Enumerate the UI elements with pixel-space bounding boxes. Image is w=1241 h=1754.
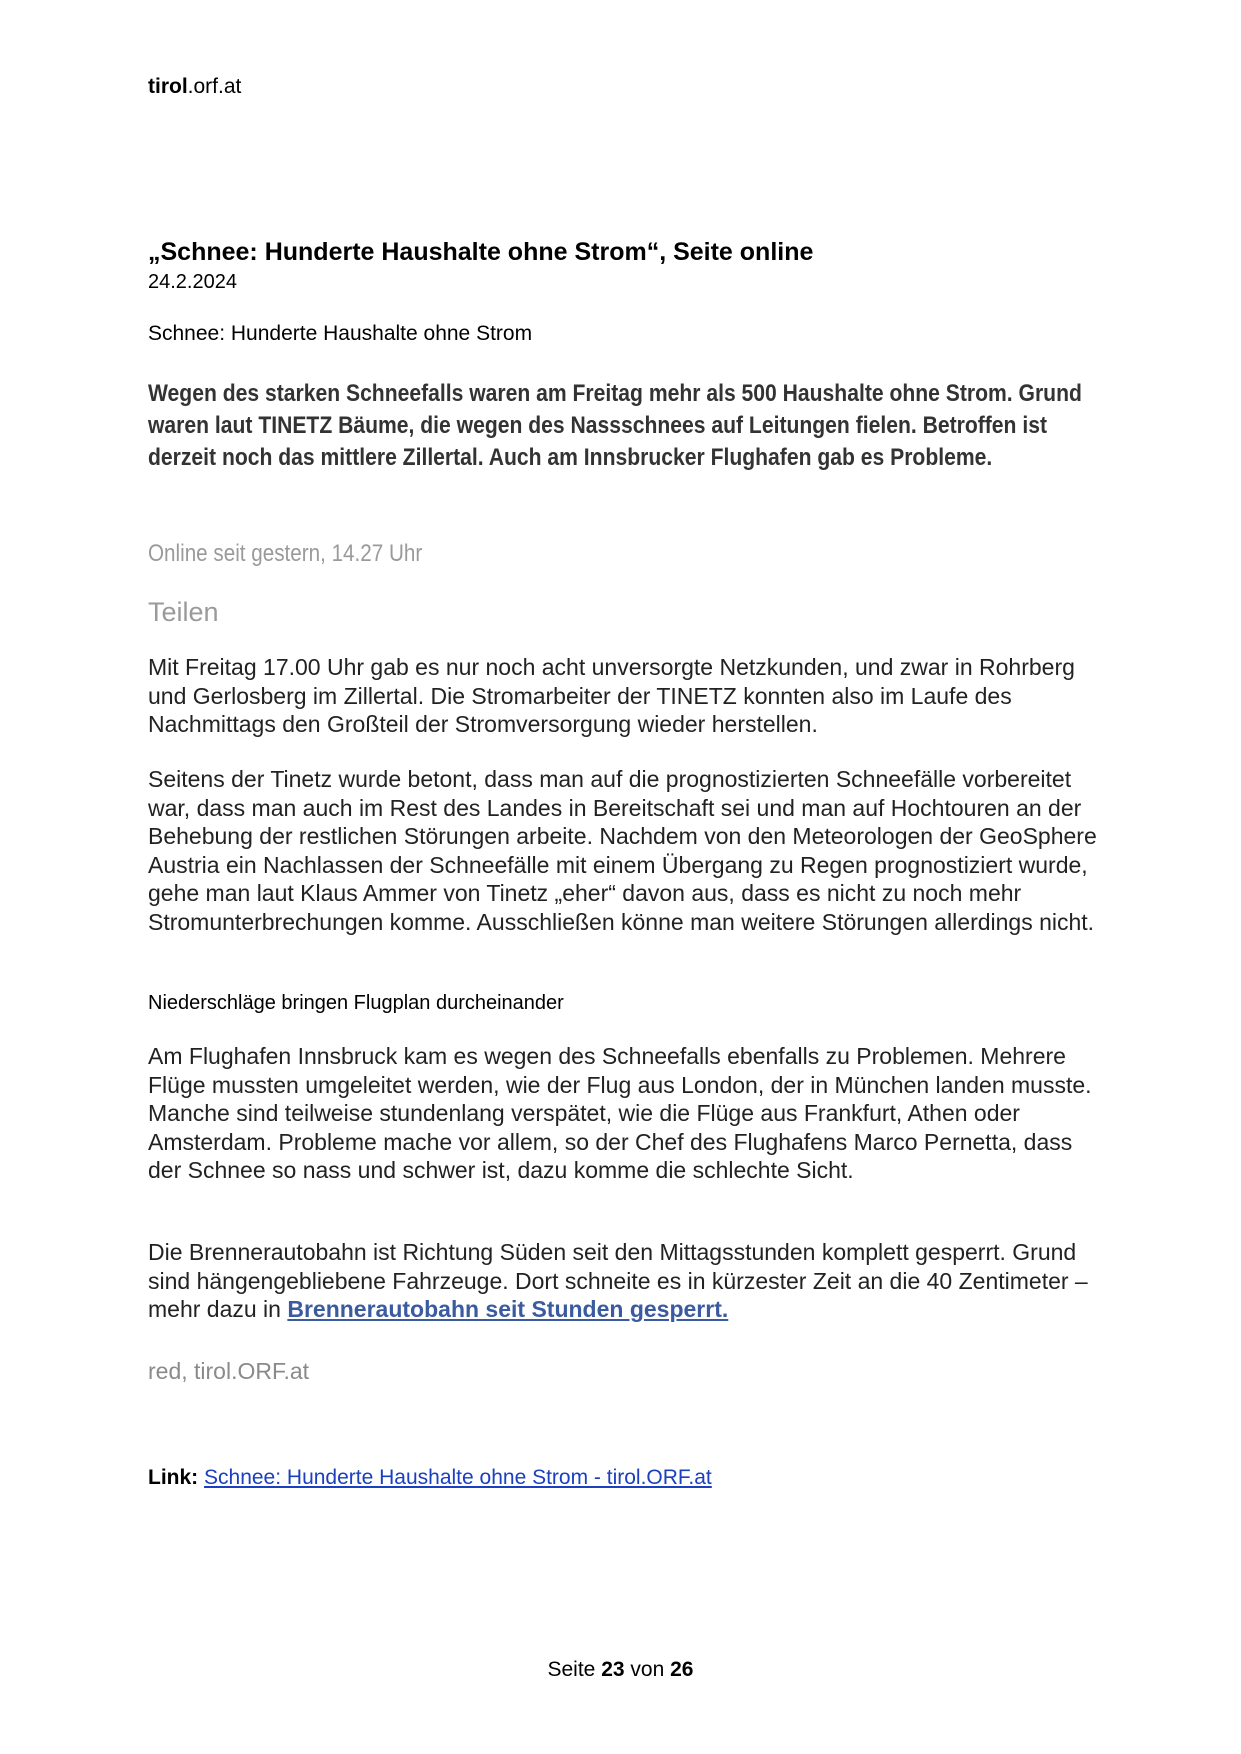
article-subheading: Niederschläge bringen Flugplan durcheinander — [148, 992, 564, 1014]
article-lead: Wegen des starken Schneefalls waren am Freitag mehr als 500 Haushalte ohne Strom. Grund waren laut TINETZ Bäume, die wegen des Nassschnees auf Leitungen fielen. Betroffen ist derzeit noch das mittlere Zillertal. Auch am Innsbrucker Flughafen gab es Probleme. — [148, 380, 1082, 471]
article-paragraph-4 — [148, 1238, 1098, 1324]
page-number — [0, 1657, 1241, 1683]
article-paragraph-3: Am Flughafen Innsbruck kam es wegen des Schneefalls ebenfalls zu Problemen. Mehrere Flüge mussten umgeleitet werden, wie der Flug aus London, der in München landen musste. Manche sind teilweise stundenlang verspätet, wie die Flüge aus Frankfurt, Athen oder Amsterdam. Probleme mache vor allem, so der Chef des Flughafens Marco Pernetta, dass der Schnee so nass und schwer ist, dazu komme die schlechte Sicht. — [148, 1043, 1092, 1184]
article-kicker: Schnee: Hunderte Haushalte ohne Strom — [148, 322, 533, 345]
share-link[interactable]: Teilen — [148, 597, 219, 627]
footer-link-label: Link: — [148, 1466, 199, 1489]
footer-link-line — [148, 1465, 712, 1491]
site-brand-domain: .orf.at — [187, 75, 242, 98]
document-title: „Schnee: Hunderte Haushalte ohne Strom“, Seite online — [148, 238, 814, 266]
article-paragraph-1: Mit Freitag 17.00 Uhr gab es nur noch acht unversorgte Netzkunden, und zwar in Rohrberg und Gerlosberg im Zillertal. Die Stromarbeiter der TINETZ konnten also im Laufe des Nachmittags den Großteil der Stromversorgung wieder herstellen. — [148, 654, 1075, 738]
source-credit: red, tirol.ORF.at — [148, 1358, 310, 1384]
brennerautobahn-article-link[interactable]: Brennerautobahn seit Stunden gesperrt. — [287, 1296, 729, 1323]
site-header — [148, 74, 241, 100]
page-separator: von — [630, 1658, 665, 1681]
site-brand-bold: tirol — [148, 75, 188, 98]
page-current: 23 — [601, 1658, 625, 1681]
page-prefix: Seite — [547, 1658, 596, 1681]
document-date: 24.2.2024 — [148, 271, 237, 293]
article-timestamp: Online seit gestern, 14.27 Uhr — [148, 540, 423, 567]
footer-source-link[interactable]: Schnee: Hunderte Haushalte ohne Strom - tirol.ORF.at — [204, 1466, 712, 1489]
page-total: 26 — [670, 1658, 694, 1681]
article-paragraph-2: Seitens der Tinetz wurde betont, dass man auf die prognostizierten Schneefälle vorbereitet war, dass man auch im Rest des Landes in Bereitschaft sei und man auf Hochtouren an der Behebung der restlichen Störungen arbeite. Nachdem von den Meteorologen der GeoSphere Austria ein Nachlassen der Schneefälle mit einem Übergang zu Regen prognostiziert wurde, gehe man laut Klaus Ammer von Tinetz „eher“ davon aus, dass es nicht zu noch mehr Stromunterbrechungen komme. Ausschließen könne man weitere Störungen allerdings nicht. — [148, 766, 1097, 935]
article-paragraph-4-text: Die Brennerautobahn ist Richtung Süden seit den Mittagsstunden komplett gesperrt. Grund sind hängengebliebene Fahrzeuge. Dort schneite es in kürzester Zeit an die 40 Zentimeter – mehr dazu in — [148, 1239, 1088, 1323]
